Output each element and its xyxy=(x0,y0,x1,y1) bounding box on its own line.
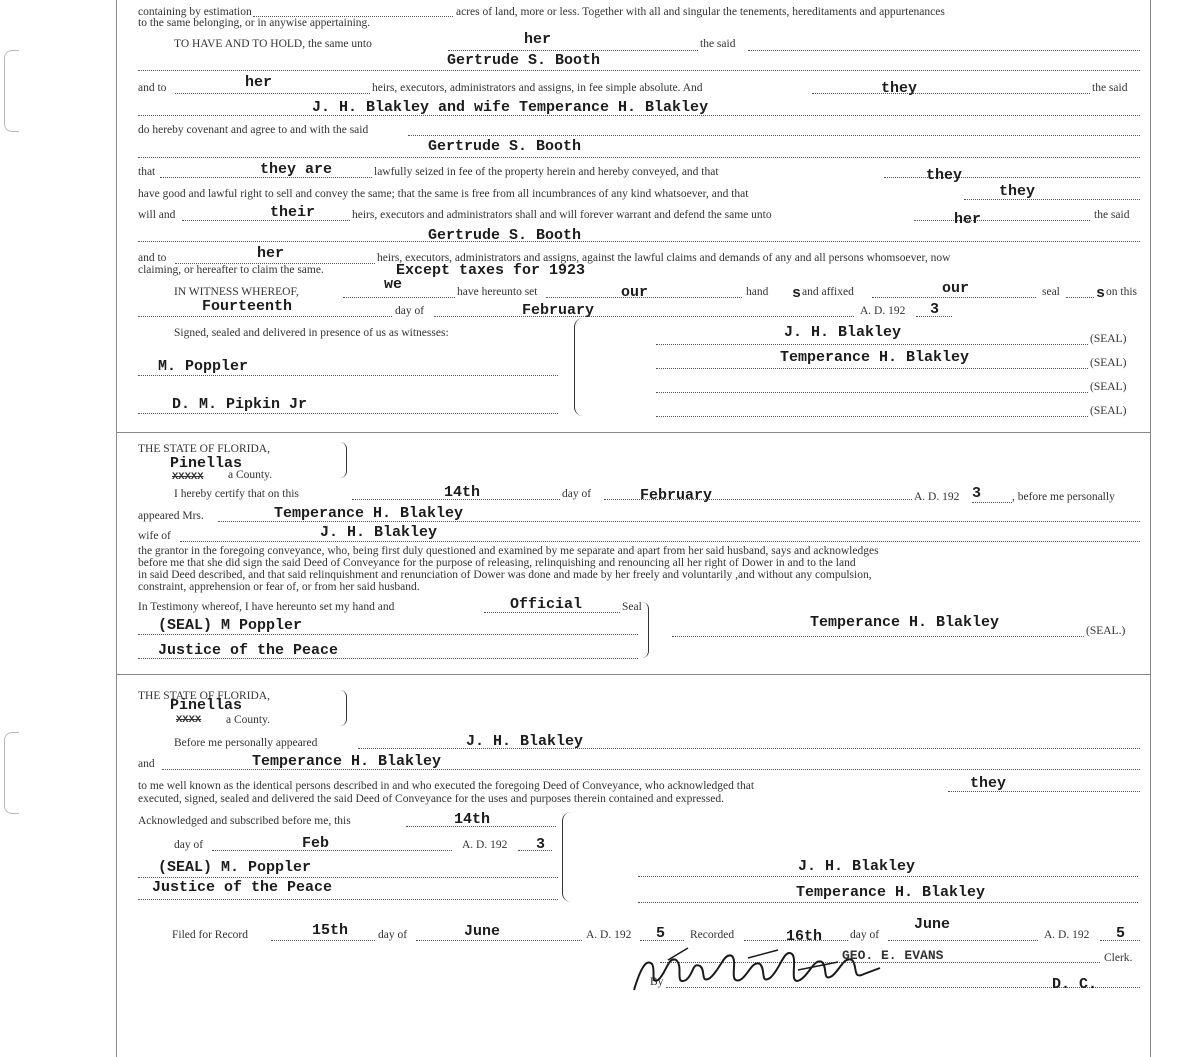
text: day of xyxy=(378,929,408,941)
text: and affixed xyxy=(802,286,854,298)
filled-year: 3 xyxy=(972,485,982,502)
text: to me well known as the identical persons described in and who executed the foregoing Deed of Conveyance, who acknowledged that xyxy=(138,780,755,792)
text: Filed for Record xyxy=(172,929,249,941)
text: a County. xyxy=(228,469,272,481)
text: Seal xyxy=(622,601,642,613)
filled-pronoun: her xyxy=(257,245,285,262)
filled-name: Temperance H. Blakley xyxy=(274,505,464,522)
text: A. D. 192 xyxy=(586,929,632,941)
seal-label: (SEAL) xyxy=(1090,357,1127,369)
filled-grantee-pronoun: her xyxy=(524,31,552,48)
text: and to xyxy=(138,252,167,264)
filled-text: Official xyxy=(510,596,583,613)
filled-month: February xyxy=(640,487,713,504)
filled-grantee-name: Gertrude S. Booth xyxy=(428,227,582,244)
filled-pronoun: they xyxy=(881,80,918,97)
text: lawfully seized in fee of the property herein and hereby conveyed, and that xyxy=(374,166,719,178)
text: day of xyxy=(174,839,204,851)
text: on this xyxy=(1106,286,1137,298)
text: Clerk. xyxy=(1104,952,1133,964)
seal-label: (SEAL.) xyxy=(1086,625,1126,637)
section-divider xyxy=(116,674,1150,675)
text: A. D. 192 xyxy=(462,839,508,851)
filled-pronoun: they xyxy=(999,183,1036,200)
text: appeared Mrs. xyxy=(138,510,204,522)
clerk-name: GEO. E. EVANS xyxy=(842,948,944,963)
text: do hereby covenant and agree to and with the said xyxy=(138,124,369,136)
signature-grantor-1: J. H. Blakley xyxy=(784,324,902,341)
text: acres of land, more or less. Together with all and singular the tenements, hereditaments and appurtenances xyxy=(456,6,945,18)
text: that xyxy=(138,166,156,178)
state-brace xyxy=(340,442,347,478)
filled-day: 15th xyxy=(312,922,349,939)
county-struck: XXXX xyxy=(176,714,202,726)
text: By xyxy=(650,976,664,988)
handwritten-signature xyxy=(628,940,888,1000)
text: seal xyxy=(1042,286,1060,298)
filled-pronoun: they xyxy=(970,775,1007,792)
filled-day: Fourteenth xyxy=(202,298,293,315)
filled-year: 3 xyxy=(536,836,546,853)
filled-day: 16th xyxy=(786,928,823,945)
filled-grantee-name: Gertrude S. Booth xyxy=(447,52,601,69)
seal-label: (SEAL) xyxy=(1090,405,1127,417)
witness-name-1: M. Poppler xyxy=(158,358,249,375)
text: day of xyxy=(850,929,880,941)
state-heading: THE STATE OF FLORIDA, xyxy=(138,443,270,455)
filled-year: 5 xyxy=(656,925,666,942)
officer-name: (SEAL) M Poppler xyxy=(158,617,303,634)
text: hand xyxy=(746,286,769,298)
text: Acknowledged and subscribed before me, this xyxy=(138,815,351,827)
text: heirs, executors, administrators and assigns, in fee simple absolute. And xyxy=(372,82,703,94)
text: the said xyxy=(1092,82,1128,94)
binder-bracket-top xyxy=(4,50,19,132)
text: executed, signed, sealed and delivered the said Deed of Conveyance for the uses and purposes therein contained and expressed. xyxy=(138,793,724,805)
text: have hereunto set xyxy=(457,286,538,298)
filled-day: 14th xyxy=(454,811,491,828)
ack-brace xyxy=(562,812,571,902)
right-margin-rule xyxy=(1150,0,1151,1057)
text: A. D. 192 xyxy=(860,305,906,317)
filled-pronoun: their xyxy=(270,204,316,221)
filled-name: J. H. Blakley xyxy=(320,524,438,541)
filled-name: J. H. Blakley xyxy=(466,733,584,750)
text: I hereby certify that on this xyxy=(174,488,299,500)
county-struck: XXXXX xyxy=(172,471,204,483)
text: A. D. 192 xyxy=(1044,929,1090,941)
text: heirs, executors, administrators and assigns, against the lawful claims and demands of any and all persons whomsoever, now xyxy=(377,252,951,264)
witness-name-2: D. M. Pipkin Jr xyxy=(172,396,308,413)
filled-year: 5 xyxy=(1116,925,1126,942)
text: A. D. 192 xyxy=(914,491,960,503)
text: containing by estimation xyxy=(138,6,252,18)
witness-brace xyxy=(574,318,583,416)
signature-grantor-1: J. H. Blakley xyxy=(798,858,916,875)
text: , before me personally xyxy=(1012,491,1115,503)
text: the grantor in the foregoing conveyance, who, being first duly questioned and examined by me separate and apart from her said husband, says and acknowledges xyxy=(138,545,879,557)
section-divider xyxy=(116,432,1150,433)
text: and to xyxy=(138,82,167,94)
text: before me that she did sign the said Deed of Conveyance for the purpose of releasing, relinquishing and renouncing all her right of Dower in and to the land xyxy=(138,557,856,569)
left-margin-rule xyxy=(116,0,117,1057)
text: Before me personally appeared xyxy=(174,737,318,749)
officer-title: Justice of the Peace xyxy=(152,879,333,896)
filled-pronoun: her xyxy=(245,74,273,91)
text: day of xyxy=(562,488,592,500)
filled-pronoun: our xyxy=(621,284,649,301)
signature-wife: Temperance H. Blakley xyxy=(810,614,1000,631)
filled-pronoun: they xyxy=(926,167,963,184)
text: in said Deed described, and that said relinquishment and renunciation of Dower was done and made by her freely and voluntarily ,and without any compulsion, xyxy=(138,569,872,581)
text: IN WITNESS WHEREOF, xyxy=(174,286,299,298)
signature-grantor-2: Temperance H. Blakley xyxy=(796,884,986,901)
filled-letter: s xyxy=(792,285,802,302)
text: claiming, or hereafter to claim the same. xyxy=(138,264,324,276)
text: Signed, sealed and delivered in presence of us as witnesses: xyxy=(174,327,449,339)
text: have good and lawful right to sell and convey the same; that the same is free from all incumbrances of any kind whatsoever, and that xyxy=(138,188,749,200)
binder-bracket-bottom xyxy=(4,732,19,814)
text: TO HAVE AND TO HOLD, the same unto xyxy=(174,38,372,50)
filled-month: June xyxy=(464,923,501,940)
seal-label: (SEAL) xyxy=(1090,333,1127,345)
county-name: Pinellas xyxy=(170,697,243,714)
text: the said xyxy=(700,38,736,50)
filled-grantors: J. H. Blakley and wife Temperance H. Blakley xyxy=(312,99,709,116)
signature-grantor-2: Temperance H. Blakley xyxy=(780,349,970,366)
text: wife of xyxy=(138,530,171,542)
filled-pronoun: our xyxy=(942,280,970,297)
deputy-clerk-label: D. C. xyxy=(1052,976,1098,993)
filled-day: 14th xyxy=(444,484,481,501)
text: day of xyxy=(395,305,425,317)
text: a County. xyxy=(226,714,270,726)
text: and xyxy=(138,758,155,770)
text: In Testimony whereof, I have hereunto set my hand and xyxy=(138,601,395,613)
officer-name: (SEAL) M. Poppler xyxy=(158,859,312,876)
filled-name: Temperance H. Blakley xyxy=(252,753,442,770)
text: heirs, executors and administrators shall and will forever warrant and defend the same unto xyxy=(352,209,772,221)
state-brace xyxy=(340,690,347,726)
filled-grantee-name: Gertrude S. Booth xyxy=(428,138,582,155)
text: will and xyxy=(138,209,176,221)
text: the said xyxy=(1094,209,1130,221)
filled-month: June xyxy=(914,916,951,933)
filled-year: 3 xyxy=(930,301,940,318)
seal-label: (SEAL) xyxy=(1090,381,1127,393)
filled-pronoun: her xyxy=(954,211,982,228)
text: to the same belonging, or in anywise appertaining. xyxy=(138,17,371,29)
filled-pronoun: we xyxy=(384,276,403,293)
filled-month: February xyxy=(522,302,595,319)
filled-text: they are xyxy=(260,161,333,178)
testimony-brace xyxy=(642,602,649,658)
officer-title: Justice of the Peace xyxy=(158,642,339,659)
county-name: Pinellas xyxy=(170,455,243,472)
filled-exception: Except taxes for 1923 xyxy=(396,262,586,279)
filled-month: Feb xyxy=(302,835,330,852)
text: constraint, apprehension or fear of, or from her said husband. xyxy=(138,581,420,593)
text: Recorded xyxy=(690,929,735,941)
filled-letter: s xyxy=(1096,285,1106,302)
state-heading: THE STATE OF FLORIDA, xyxy=(138,690,270,702)
